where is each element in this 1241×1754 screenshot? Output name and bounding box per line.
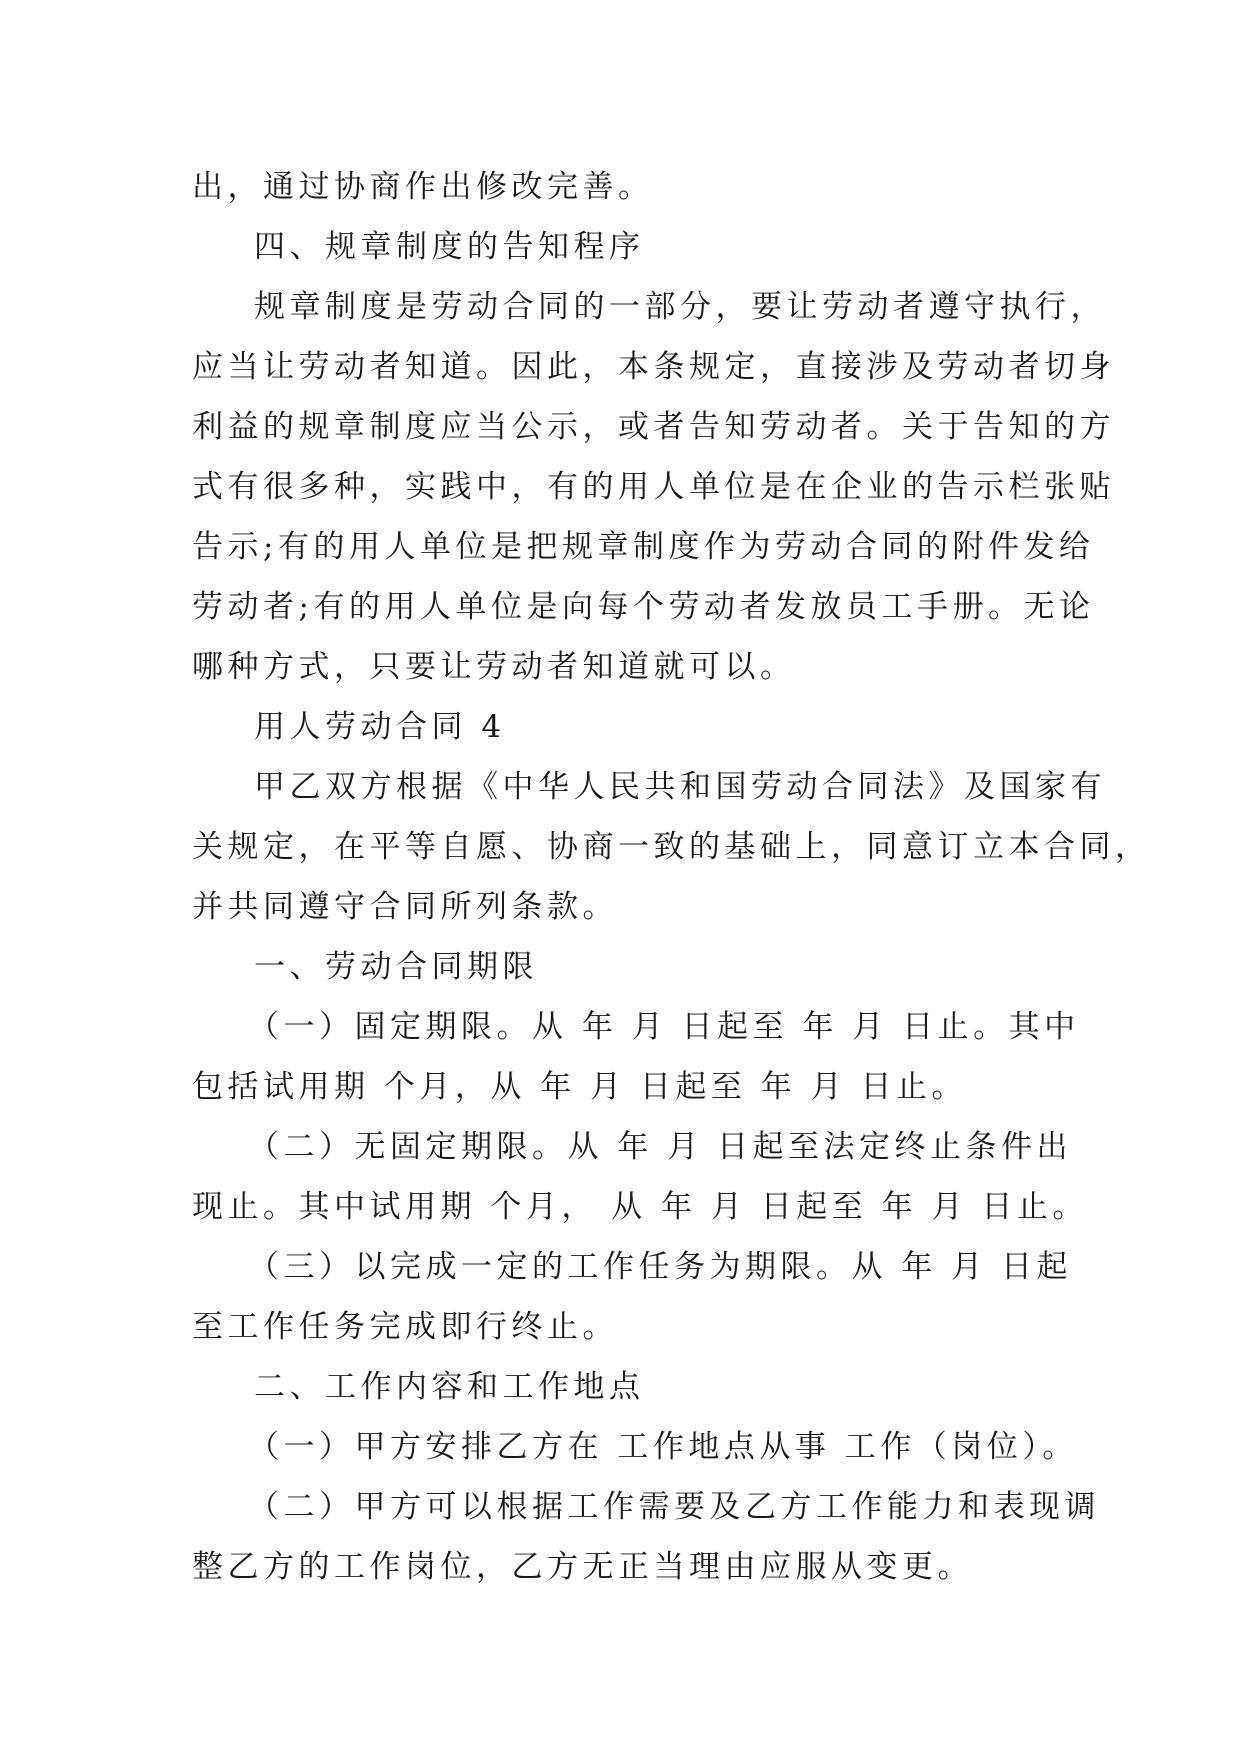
document-title: 用人劳动合同 4 [254, 709, 506, 745]
text-line: 整乙方的工作岗位，乙方无正当理由应服从变更。 [192, 1549, 973, 1585]
document-body [192, 157, 1151, 1597]
text-line: 告示;有的用人单位是把规章制度作为劳动合同的附件发给 [192, 529, 1095, 565]
text-line: 式有很多种，实践中，有的用人单位是在企业的告示栏张贴 [192, 469, 1115, 505]
text-line: 劳动者;有的用人单位是向每个劳动者发放员工手册。无论 [192, 589, 1095, 625]
text-line: （二）无固定期限。从 年 月 日起至法定终止条件出 [248, 1129, 1073, 1165]
text-line: （二）甲方可以根据工作需要及乙方工作能力和表现调 [248, 1489, 1100, 1525]
section-heading: 四、规章制度的告知程序 [254, 229, 645, 265]
text-line: 利益的规章制度应当公示，或者告知劳动者。关于告知的方 [192, 409, 1115, 445]
text-line: 关规定，在平等自愿、协商一致的基础上，同意订立本合同， [192, 829, 1151, 865]
text-line: （三）以完成一定的工作任务为期限。从 年 月 日起 [248, 1249, 1073, 1285]
text-line: 并共同遵守合同所列条款。 [192, 889, 618, 925]
text-line: 现止。其中试用期 个月， 从 年 月 日起至 年 月 日止。 [192, 1189, 1088, 1225]
text-line: 包括试用期 个月，从 年 月 日起至 年 月 日止。 [192, 1069, 967, 1105]
section-heading: 二、工作内容和工作地点 [254, 1369, 645, 1405]
section-heading: 一、劳动合同期限 [254, 949, 538, 985]
text-line: （一）甲方安排乙方在 工作地点从事 工作（岗位）。 [248, 1429, 1078, 1465]
text-line: 规章制度是劳动合同的一部分，要让劳动者遵守执行， [254, 289, 1106, 325]
text-line: 出，通过协商作出修改完善。 [192, 169, 654, 205]
text-line: 哪种方式，只要让劳动者知道就可以。 [192, 649, 796, 685]
text-line: （一）固定期限。从 年 月 日起至 年 月 日止。其中 [248, 1009, 1080, 1045]
text-line: 甲乙双方根据《中华人民共和国劳动合同法》及国家有 [254, 769, 1106, 805]
text-line: 应当让劳动者知道。因此，本条规定，直接涉及劳动者切身 [192, 349, 1115, 385]
text-line: 至工作任务完成即行终止。 [192, 1309, 618, 1345]
